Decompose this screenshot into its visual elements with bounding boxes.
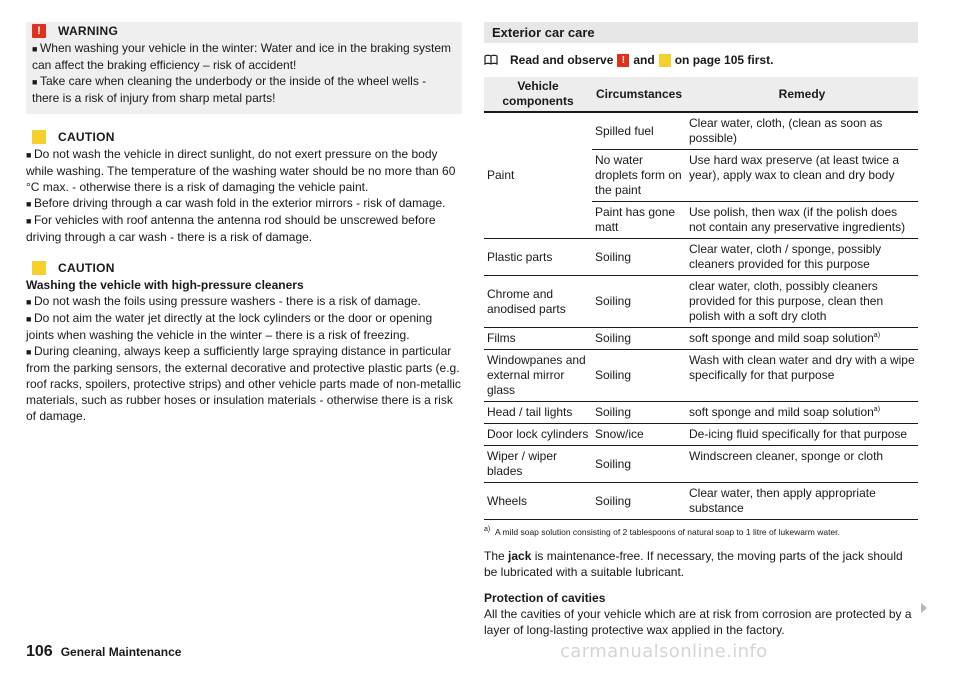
reference-prefix: Read and observe xyxy=(510,53,614,67)
table-cell-remedy: clear water, cloth, possibly cleaners provided for this purpose, clean then polish with a soft dry cloth xyxy=(686,276,918,328)
jack-paragraph xyxy=(484,548,918,580)
table-cell-component: Paint xyxy=(484,112,592,239)
book-icon xyxy=(484,54,498,66)
caution-icon xyxy=(32,130,46,144)
table-cell-circumstance: Soiling xyxy=(592,276,686,328)
table-cell-remedy: Clear water, then apply appropriate substance xyxy=(686,483,918,520)
table-cell-circumstance: Spilled fuel xyxy=(592,112,686,150)
remedy-text: soft sponge and mild soap solution xyxy=(689,331,874,345)
warning-header xyxy=(32,22,456,40)
table-row xyxy=(484,483,918,520)
table-cell-circumstance: Paint has gone matt xyxy=(592,202,686,239)
caution-item: ■ Do not wash the vehicle in direct sunlight, do not exert pressure on the body while washing. The temperature of the washing water should be no more than 60 °C max. - otherwise there is a risk of damaging the vehicle paint. xyxy=(26,146,462,195)
table-cell-circumstance: Snow/ice xyxy=(592,424,686,446)
table-cell-remedy: Wash with clean water and dry with a wipe specifically for that purpose xyxy=(686,350,918,402)
caution-notice-1 xyxy=(26,128,462,245)
column-header: Vehicle components xyxy=(484,77,592,112)
page-number: 106 xyxy=(26,643,53,660)
table-cell-remedy: Windscreen cleaner, sponge or cloth xyxy=(686,446,918,483)
table-cell-remedy: De-icing fluid specifically for that purpose xyxy=(686,424,918,446)
caution-title: CAUTION xyxy=(58,130,115,144)
caution-icon xyxy=(659,54,671,67)
table-cell-remedy: Use polish, then wax (if the polish does not contain any preservative ingredients) xyxy=(686,202,918,239)
table-row xyxy=(484,276,918,328)
table-cell-remedy xyxy=(686,328,918,350)
table-cell-component: Windowpanes and external mirror glass xyxy=(484,350,592,402)
reference-suffix: on page 105 first. xyxy=(674,53,774,67)
table-row xyxy=(484,446,918,483)
reference-and: and xyxy=(633,53,655,67)
caution-icon xyxy=(32,261,46,275)
table-cell-remedy xyxy=(686,402,918,424)
table-cell-circumstance: Soiling xyxy=(592,239,686,276)
caution-item: ■ Do not aim the water jet directly at the lock cylinders or the door or opening joints when washing the vehicle in the winter – there is a risk of freezing. xyxy=(26,310,462,343)
warning-icon: ! xyxy=(32,24,46,38)
right-column xyxy=(484,22,918,638)
table-cell-component: Chrome and anodised parts xyxy=(484,276,592,328)
cavities-paragraph xyxy=(484,590,918,638)
warning-item: ■ Take care when cleaning the underbody or the inside of the wheel wells - there is a risk of injury from sharp metal parts! xyxy=(32,73,456,106)
warning-item: ■ When washing your vehicle in the winter: Water and ice in the braking system can affect the braking efficiency – risk of accident! xyxy=(32,40,456,73)
table-cell-remedy: Clear water, cloth, (clean as soon as possible) xyxy=(686,112,918,150)
warning-box xyxy=(26,22,462,114)
footnote-ref: a) xyxy=(873,332,881,339)
table-cell-component: Plastic parts xyxy=(484,239,592,276)
table-cell-component: Head / tail lights xyxy=(484,402,592,424)
table-cell-circumstance: Soiling xyxy=(592,328,686,350)
table-cell-circumstance: Soiling xyxy=(592,350,686,402)
table-cell-circumstance: Soiling xyxy=(592,483,686,520)
table-cell-component: Films xyxy=(484,328,592,350)
table-cell-circumstance: Soiling xyxy=(592,402,686,424)
jack-keyword: jack xyxy=(508,549,532,563)
table-cell-component: Wiper / wiper blades xyxy=(484,446,592,483)
warning-title: WARNING xyxy=(58,24,119,38)
table-row xyxy=(484,328,918,350)
table-row xyxy=(484,402,918,424)
table-row xyxy=(484,112,918,150)
caution-item: ■ For vehicles with roof antenna the antenna rod should be unscrewed before driving through a car wash - there is a risk of damage. xyxy=(26,212,462,245)
table-cell-component: Wheels xyxy=(484,483,592,520)
cavities-title: Protection of cavities xyxy=(484,591,606,605)
caution-header xyxy=(32,128,462,146)
footnote-marker: a) xyxy=(484,526,491,534)
footnote-ref: a) xyxy=(873,406,881,413)
reference-line xyxy=(484,52,918,68)
table-row xyxy=(484,424,918,446)
table-cell-circumstance: Soiling xyxy=(592,446,686,483)
jack-pre: The xyxy=(484,549,505,563)
footer-section-title: General Maintenance xyxy=(60,645,182,659)
table-cell-remedy: Use hard wax preserve (at least twice a year), apply wax to clean and dry body xyxy=(686,150,918,202)
jack-text: is maintenance-free. If necessary, the moving parts of the jack should be lubricated with a suitable lubricant. xyxy=(484,549,903,579)
continue-arrow-icon xyxy=(921,603,927,613)
table-cell-component: Door lock cylinders xyxy=(484,424,592,446)
warning-icon: ! xyxy=(617,54,629,67)
column-header: Circumstances xyxy=(592,77,686,112)
cavities-text: All the cavities of your vehicle which are at risk from corrosion are protected by a layer of long-lasting protective wax applied in the factory. xyxy=(484,607,912,637)
footnote-text: A mild soap solution consisting of 2 tablespoons of natural soap to 1 litre of lukewarm water. xyxy=(494,527,840,537)
care-table xyxy=(484,77,918,520)
caution-notice-2 xyxy=(26,259,462,424)
footnote xyxy=(484,527,918,538)
table-cell-circumstance: No water droplets form on the paint xyxy=(592,150,686,202)
table-row xyxy=(484,350,918,402)
column-header: Remedy xyxy=(686,77,918,112)
page-footer xyxy=(26,644,181,660)
caution-item: ■ Before driving through a car wash fold in the exterior mirrors - risk of damage. xyxy=(26,195,462,212)
left-column xyxy=(26,22,462,424)
caution-subtitle: Washing the vehicle with high-pressure cleaners xyxy=(26,278,304,292)
caution-title: CAUTION xyxy=(58,261,115,275)
remedy-text: soft sponge and mild soap solution xyxy=(689,405,874,419)
watermark: carmanualsonline.info xyxy=(560,641,768,662)
caution-item: ■ During cleaning, always keep a sufficiently large spraying distance in particular from the parking sensors, the external decorative and protective plastic parts (e.g. roof racks, spoilers, protective strips) and other vehicle parts made of non-metallic materials, such as rubber hoses or insulation materials - otherwise there is a risk of damage. xyxy=(26,343,462,424)
caution-item: ■ Do not wash the foils using pressure washers - there is a risk of damage. xyxy=(26,293,462,310)
section-title: Exterior car care xyxy=(484,22,918,43)
caution-header xyxy=(32,259,462,277)
table-cell-remedy: Clear water, cloth / sponge, possibly cleaners provided for this purpose xyxy=(686,239,918,276)
table-row xyxy=(484,239,918,276)
table-header-row xyxy=(484,77,918,112)
